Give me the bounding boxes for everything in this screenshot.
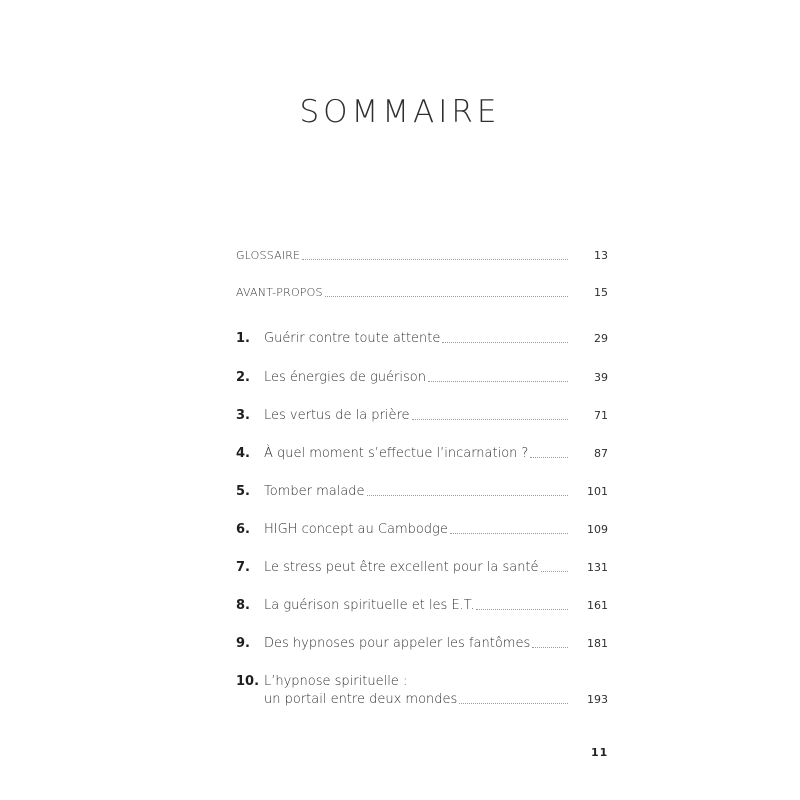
toc-entry-chapter-9[interactable]: [236, 636, 608, 652]
toc-page-number: 161: [587, 599, 608, 612]
page-title: SOMMAIRE: [299, 94, 501, 130]
chapter-title: Le stress peut être excellent pour la santé: [264, 560, 539, 575]
chapter-title: Les énergies de guérison: [264, 370, 426, 385]
dot-leader: [532, 646, 568, 648]
chapter-number: 1.: [236, 331, 250, 346]
dot-leader: [442, 341, 568, 343]
toc-page-number: 87: [594, 447, 608, 460]
dot-leader: [476, 608, 568, 610]
toc-entry-glossaire[interactable]: [236, 248, 608, 264]
chapter-number: 6.: [236, 522, 250, 537]
chapter-title-line-1: L’hypnose spirituelle :: [264, 674, 408, 689]
toc-page-number: 193: [587, 693, 608, 706]
toc-page-number: 13: [594, 249, 608, 262]
dot-leader: [459, 702, 568, 704]
dot-leader: [325, 295, 568, 297]
toc-page-number: 29: [594, 332, 608, 345]
toc-page-number: 131: [587, 561, 608, 574]
toc-entry-chapter-7[interactable]: [236, 560, 608, 576]
toc-page-number: 181: [587, 637, 608, 650]
chapter-number: 4.: [236, 446, 250, 461]
chapter-number: 8.: [236, 598, 250, 613]
chapter-number: 3.: [236, 408, 250, 423]
chapter-title: HIGH concept au Cambodge: [264, 522, 448, 537]
chapter-number: 5.: [236, 484, 250, 499]
chapter-number: 7.: [236, 560, 250, 575]
dot-leader: [412, 418, 568, 420]
chapter-title: Des hypnoses pour appeler les fantômes: [264, 636, 531, 651]
toc-entry-chapter-4[interactable]: [236, 446, 608, 462]
chapter-number: 9.: [236, 636, 250, 651]
chapter-number: 10.: [236, 674, 260, 689]
chapter-title-line-2: un portail entre deux mondes: [264, 692, 458, 707]
chapter-title: Les vertus de la prière: [264, 408, 410, 423]
dot-leader: [367, 494, 568, 496]
toc-entry-chapter-3[interactable]: [236, 408, 608, 424]
toc-page-number: 101: [587, 485, 608, 498]
toc-entry-chapter-1[interactable]: [236, 331, 608, 347]
chapter-title: À quel moment s’effectue l’incarnation ?: [264, 446, 529, 461]
toc-entry-avant-propos[interactable]: [236, 285, 608, 301]
toc-entry-label: GLOSSAIRE: [236, 249, 301, 262]
page-folio: 11: [591, 746, 609, 759]
toc-page-number: 109: [587, 523, 608, 536]
toc-entry-chapter-10[interactable]: [236, 674, 608, 708]
dot-leader: [428, 380, 568, 382]
toc-entry-chapter-5[interactable]: [236, 484, 608, 500]
dot-leader: [302, 258, 568, 260]
toc-page-number: 15: [594, 286, 608, 299]
dot-leader: [530, 456, 568, 458]
toc-page-number: 71: [594, 409, 608, 422]
chapter-title: Tomber malade: [264, 484, 365, 499]
toc-page-number: 39: [594, 371, 608, 384]
toc-entry-chapter-8[interactable]: [236, 598, 608, 614]
dot-leader: [541, 570, 568, 572]
toc-entry-chapter-6[interactable]: [236, 522, 608, 538]
toc-entry-chapter-2[interactable]: [236, 370, 608, 386]
chapter-number: 2.: [236, 370, 250, 385]
chapter-title: La guérison spirituelle et les E.T.: [264, 598, 475, 613]
toc-entry-label: AVANT-PROPOS: [236, 286, 323, 299]
dot-leader: [450, 532, 568, 534]
chapter-title: Guérir contre toute attente: [264, 331, 441, 346]
